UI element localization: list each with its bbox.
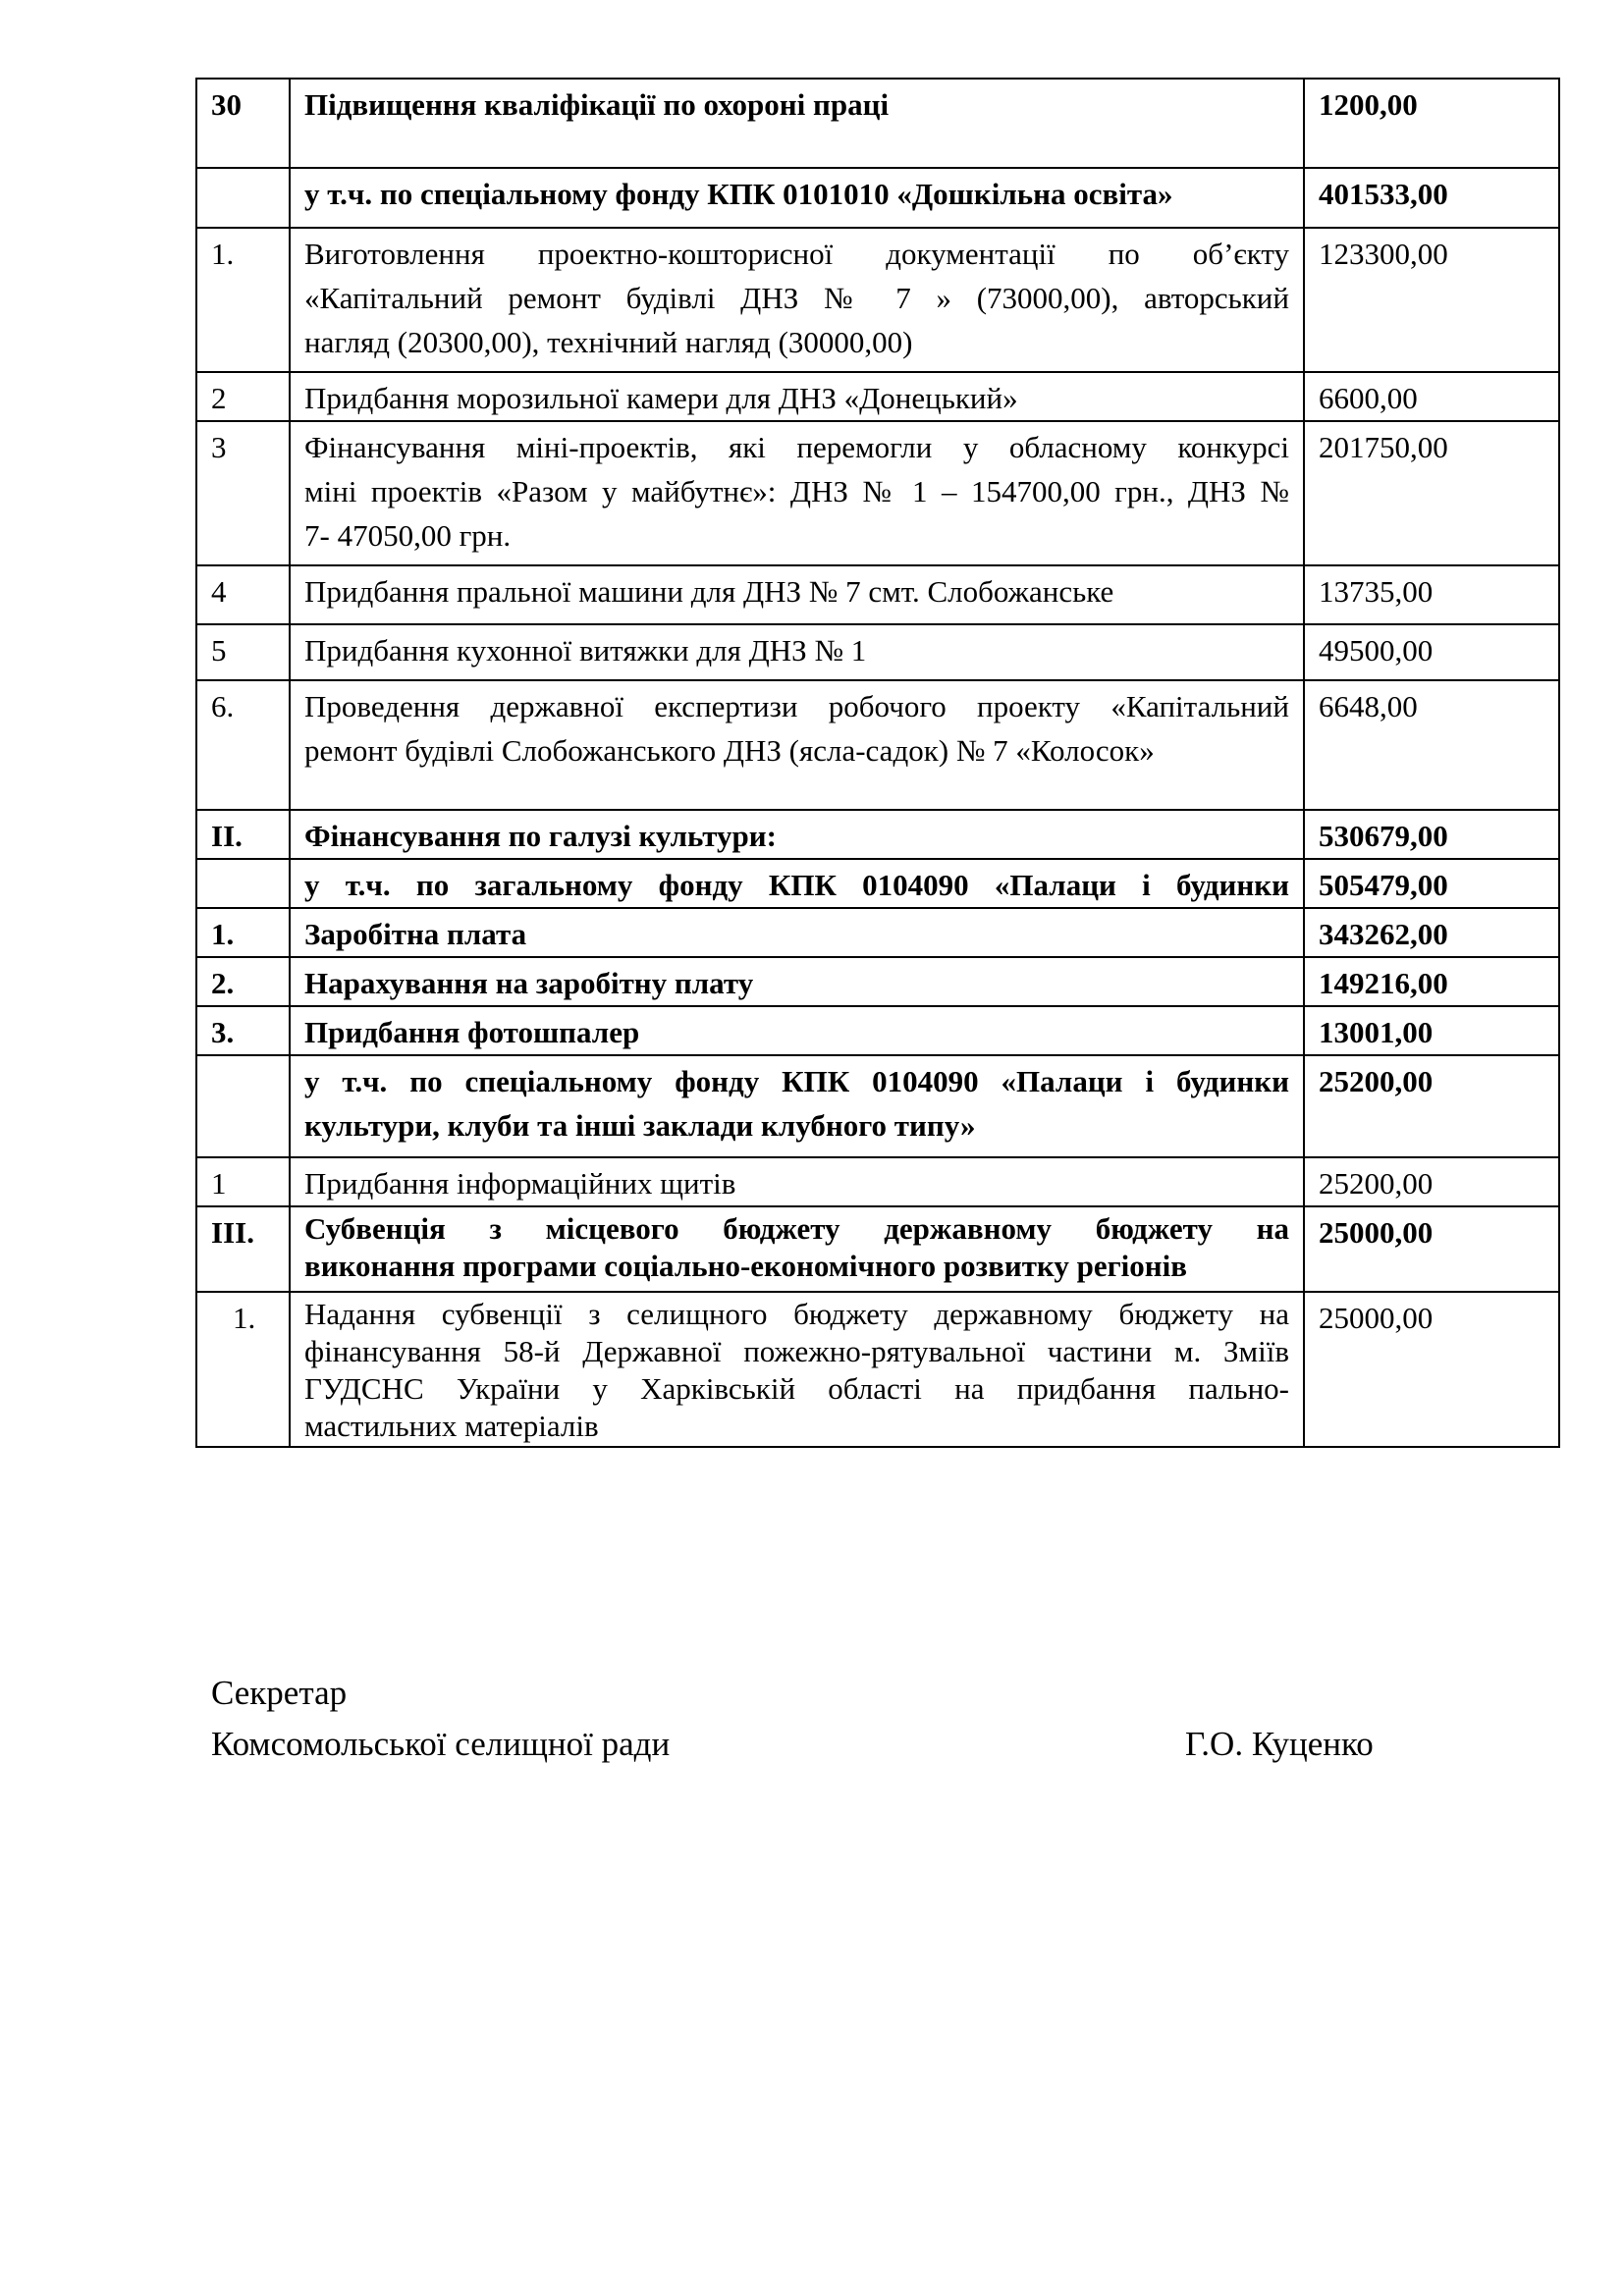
- table-row: [196, 1006, 1559, 1055]
- row-description: Придбання інформаційних щитів: [290, 1157, 1304, 1206]
- row-number: 2: [196, 372, 290, 421]
- table-row: [196, 908, 1559, 957]
- table-row: [196, 1157, 1559, 1206]
- description-line: Проведення державної експертизи робочого проекту «Капітальний: [304, 689, 1289, 723]
- table-row: [196, 957, 1559, 1006]
- row-number: 6.: [196, 680, 290, 810]
- description-line: Надання субвенції з селищного бюджету державному бюджету на: [304, 1297, 1289, 1331]
- row-number: 3: [196, 421, 290, 565]
- row-amount: 25200,00: [1304, 1055, 1559, 1157]
- row-number: 30: [196, 79, 290, 168]
- row-description: Підвищення кваліфікації по охороні праці: [290, 79, 1304, 168]
- table-row: [196, 79, 1559, 168]
- row-description: Придбання морозильної камери для ДНЗ «Донецький»: [290, 372, 1304, 421]
- signature-organization: Комсомольської селищної ради: [211, 1725, 671, 1763]
- signature-name: Г.О. Куценко: [1185, 1725, 1374, 1763]
- row-description: [290, 228, 1304, 372]
- row-amount: 6648,00: [1304, 680, 1559, 810]
- signature-title: Секретар: [211, 1674, 348, 1712]
- description-line: виконання програми соціально-економічного розвитку регіонів: [304, 1249, 1187, 1283]
- row-description: Придбання кухонної витяжки для ДНЗ № 1: [290, 624, 1304, 680]
- row-number: 1.: [196, 908, 290, 957]
- table-row: [196, 228, 1559, 372]
- description-line: 7- 47050,00 грн.: [304, 518, 512, 553]
- row-amount: 530679,00: [1304, 810, 1559, 859]
- table-row: [196, 565, 1559, 624]
- row-number: ІІІ.: [196, 1206, 290, 1292]
- description-line: фінансування 58-й Державної пожежно-рятувальної частини м. Зміїв: [304, 1334, 1289, 1368]
- row-amount: 6600,00: [1304, 372, 1559, 421]
- row-description: у т.ч. по спеціальному фонду КПК 0101010 «Дошкільна освіта»: [290, 168, 1304, 228]
- row-number: [196, 1055, 290, 1157]
- row-amount: 123300,00: [1304, 228, 1559, 372]
- row-description: Фінансування по галузі культури:: [290, 810, 1304, 859]
- table-row: [196, 168, 1559, 228]
- table-row: [196, 1055, 1559, 1157]
- row-number: 1.: [196, 1292, 290, 1447]
- row-description: [290, 1206, 1304, 1292]
- signature-block: [211, 1668, 670, 1770]
- row-number: 3.: [196, 1006, 290, 1055]
- description-line: культури, клуби та інші заклади клубного типу»: [304, 1108, 976, 1143]
- table-row: [196, 421, 1559, 565]
- table-row: [196, 372, 1559, 421]
- table-row: [196, 859, 1559, 908]
- row-description: Заробітна плата: [290, 908, 1304, 957]
- description-line: Субвенція з місцевого бюджету державному бюджету на: [304, 1211, 1289, 1246]
- row-amount: 149216,00: [1304, 957, 1559, 1006]
- description-line: нагляд (20300,00), технічний нагляд (30000,00): [304, 325, 913, 359]
- description-line: ремонт будівлі Слобожанського ДНЗ (ясла-садок) № 7 «Колосок»: [304, 733, 1155, 768]
- row-number: 4: [196, 565, 290, 624]
- row-amount: 49500,00: [1304, 624, 1559, 680]
- description-line: Виготовлення проектно-кошторисної документації по об’єкту: [304, 237, 1289, 271]
- row-number: [196, 859, 290, 908]
- table-row: [196, 810, 1559, 859]
- row-amount: 343262,00: [1304, 908, 1559, 957]
- row-description: у т.ч. по загальному фонду КПК 0104090 «Палаци і будинки: [290, 859, 1304, 908]
- table-row: [196, 1206, 1559, 1292]
- table-row: [196, 624, 1559, 680]
- row-number: [196, 168, 290, 228]
- budget-table: [195, 78, 1560, 1448]
- row-description: Придбання пральної машини для ДНЗ № 7 смт. Слобожанське: [290, 565, 1304, 624]
- row-number: 2.: [196, 957, 290, 1006]
- row-description: [290, 1292, 1304, 1447]
- description-line: у т.ч. по спеціальному фонду КПК 0104090 «Палаци і будинки: [304, 1064, 1289, 1098]
- description-line: міні проектів «Разом у майбутнє»: ДНЗ № 1 – 154700,00 грн., ДНЗ №: [304, 474, 1289, 508]
- description-line: ГУДСНС України у Харківській області на придбання пально-: [304, 1371, 1289, 1406]
- description-line: мастильних матеріалів: [304, 1409, 599, 1443]
- row-amount: 25000,00: [1304, 1206, 1559, 1292]
- table-row: [196, 1292, 1559, 1447]
- row-number: ІІ.: [196, 810, 290, 859]
- row-amount: 1200,00: [1304, 79, 1559, 168]
- row-description: [290, 680, 1304, 810]
- row-description: [290, 1055, 1304, 1157]
- row-description: Придбання фотошпалер: [290, 1006, 1304, 1055]
- row-number: 1.: [196, 228, 290, 372]
- row-amount: 401533,00: [1304, 168, 1559, 228]
- row-description: Нарахування на заробітну плату: [290, 957, 1304, 1006]
- table-row: [196, 680, 1559, 810]
- description-line: «Капітальний ремонт будівлі ДНЗ № 7 » (73000,00), авторський: [304, 281, 1289, 315]
- row-amount: 13001,00: [1304, 1006, 1559, 1055]
- row-amount: 25200,00: [1304, 1157, 1559, 1206]
- row-amount: 13735,00: [1304, 565, 1559, 624]
- row-number: 1: [196, 1157, 290, 1206]
- row-number: 5: [196, 624, 290, 680]
- row-description: [290, 421, 1304, 565]
- row-amount: 25000,00: [1304, 1292, 1559, 1447]
- row-amount: 201750,00: [1304, 421, 1559, 565]
- description-line: Фінансування міні-проектів, які перемогли у обласному конкурсі: [304, 430, 1289, 464]
- row-amount: 505479,00: [1304, 859, 1559, 908]
